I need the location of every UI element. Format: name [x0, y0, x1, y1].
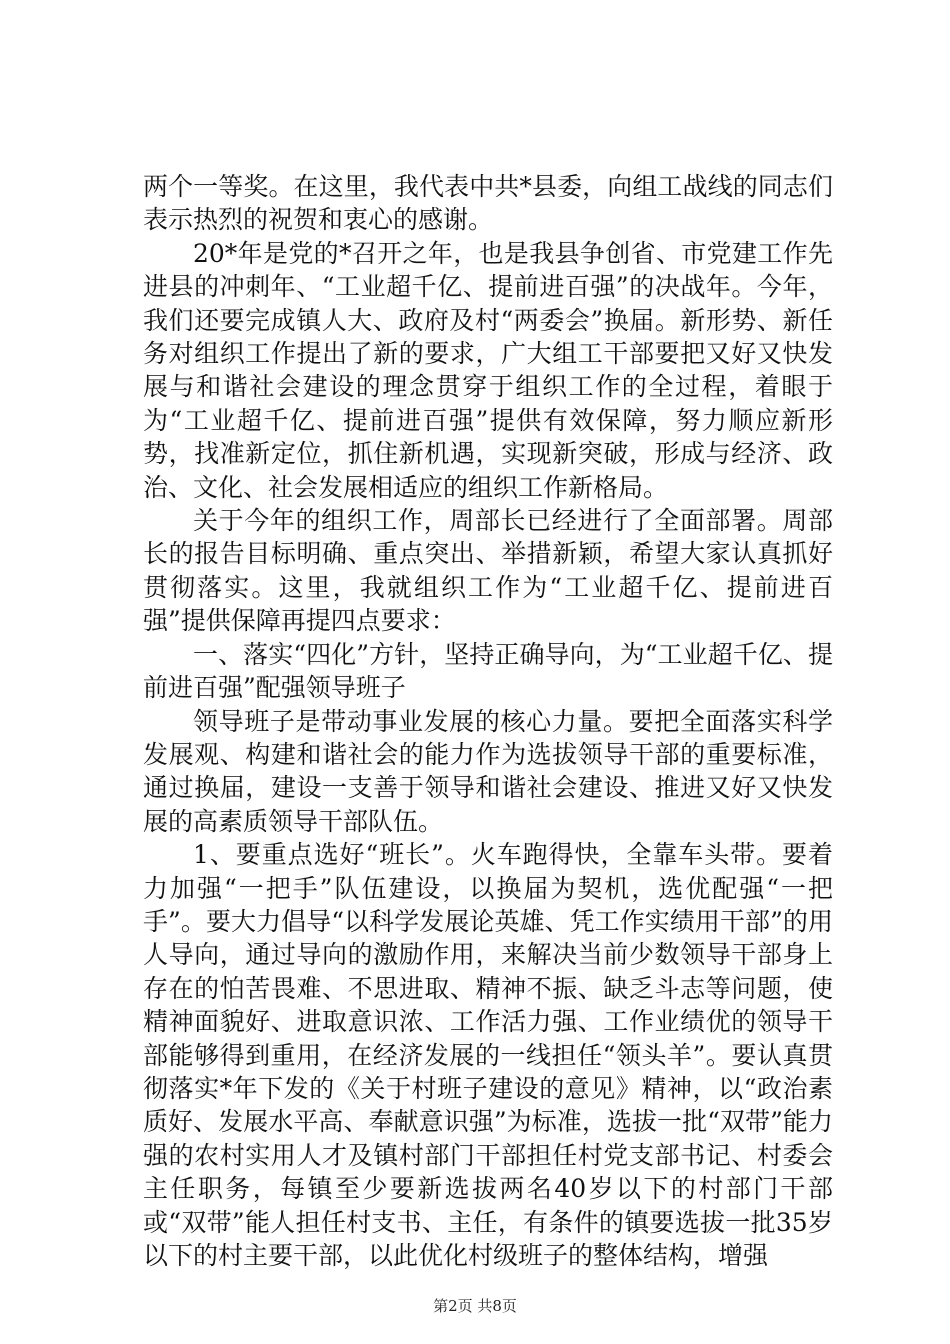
section-heading: 一、落实“四化”方针，坚持正确导向，为“工业超千亿、提前进百强”配强领导班子 [143, 639, 833, 703]
paragraph: 领导班子是带动事业发展的核心力量。要把全面落实科学发展观、构建和谐社会的能力作为选拔领导干部的重要标准，通过换届，建设一支善于领导和谐社会建设、推进又好又快发展的高素质领导干部队伍。 [143, 706, 833, 836]
paragraph: 1、要重点选好“班长”。火车跑得快，全靠车头带。要着力加强“一把手”队伍建设，以换届为契机，选优配强“一把手”。要大力倡导“以科学发展论英雄、凭工作实绩用干部”的用人导向，通过导向的激励作用，来解决当前少数领导干部身上存在的怕苦畏难、不思进取、精神不振、缺乏斗志等问题，使精神面貌好、进取意识浓、工作活力强、工作业绩优的领导干部能够得到重用，在经济发展的一线担任“领头羊”。要认真贯彻落实*年下发的《关于村班子建设的意见》精神，以“政治素质好、发展水平高、奉献意识强”为标准，选拔一批“双带”能力强的农村实用人才及镇村部门干部担任村党支部书记、村委会主任职务，每镇至少要新选拔两名40岁以下的村部门干部或“双带”能人担任村支书、主任，有条件的镇要选拔一批35岁以下的村主要干部，以此优化村级班子的整体结构，增强 [143, 840, 833, 1270]
paragraph: 关于今年的组织工作，周部长已经进行了全面部署。周部长的报告目标明确、重点突出、举措新颖，希望大家认真抓好贯彻落实。这里，我就组织工作为“工业超千亿、提前进百强”提供保障再提四点要求： [143, 506, 833, 636]
page-number-footer: 第2页 共8页 [433, 1297, 517, 1315]
document-body [143, 170, 833, 1272]
paragraph: 20*年是党的*召开之年，也是我县争创省、市党建工作先进县的冲刺年、“工业超千亿、提前进百强”的决战年。今年，我们还要完成镇人大、政府及村“两委会”换届。新形势、新任务对组织工作提出了新的要求，广大组工干部要把又好又快发展与和谐社会建设的理念贯穿于组织工作的全过程，着眼于为“工业超千亿、提前进百强”提供有效保障，努力顺应新形势，找准新定位，抓住新机遇，实现新突破，形成与经济、政治、文化、社会发展相适应的组织工作新格局。 [143, 238, 833, 502]
paragraph: 两个一等奖。在这里，我代表中共*县委，向组工战线的同志们表示热烈的祝贺和衷心的感谢。 [143, 172, 833, 235]
